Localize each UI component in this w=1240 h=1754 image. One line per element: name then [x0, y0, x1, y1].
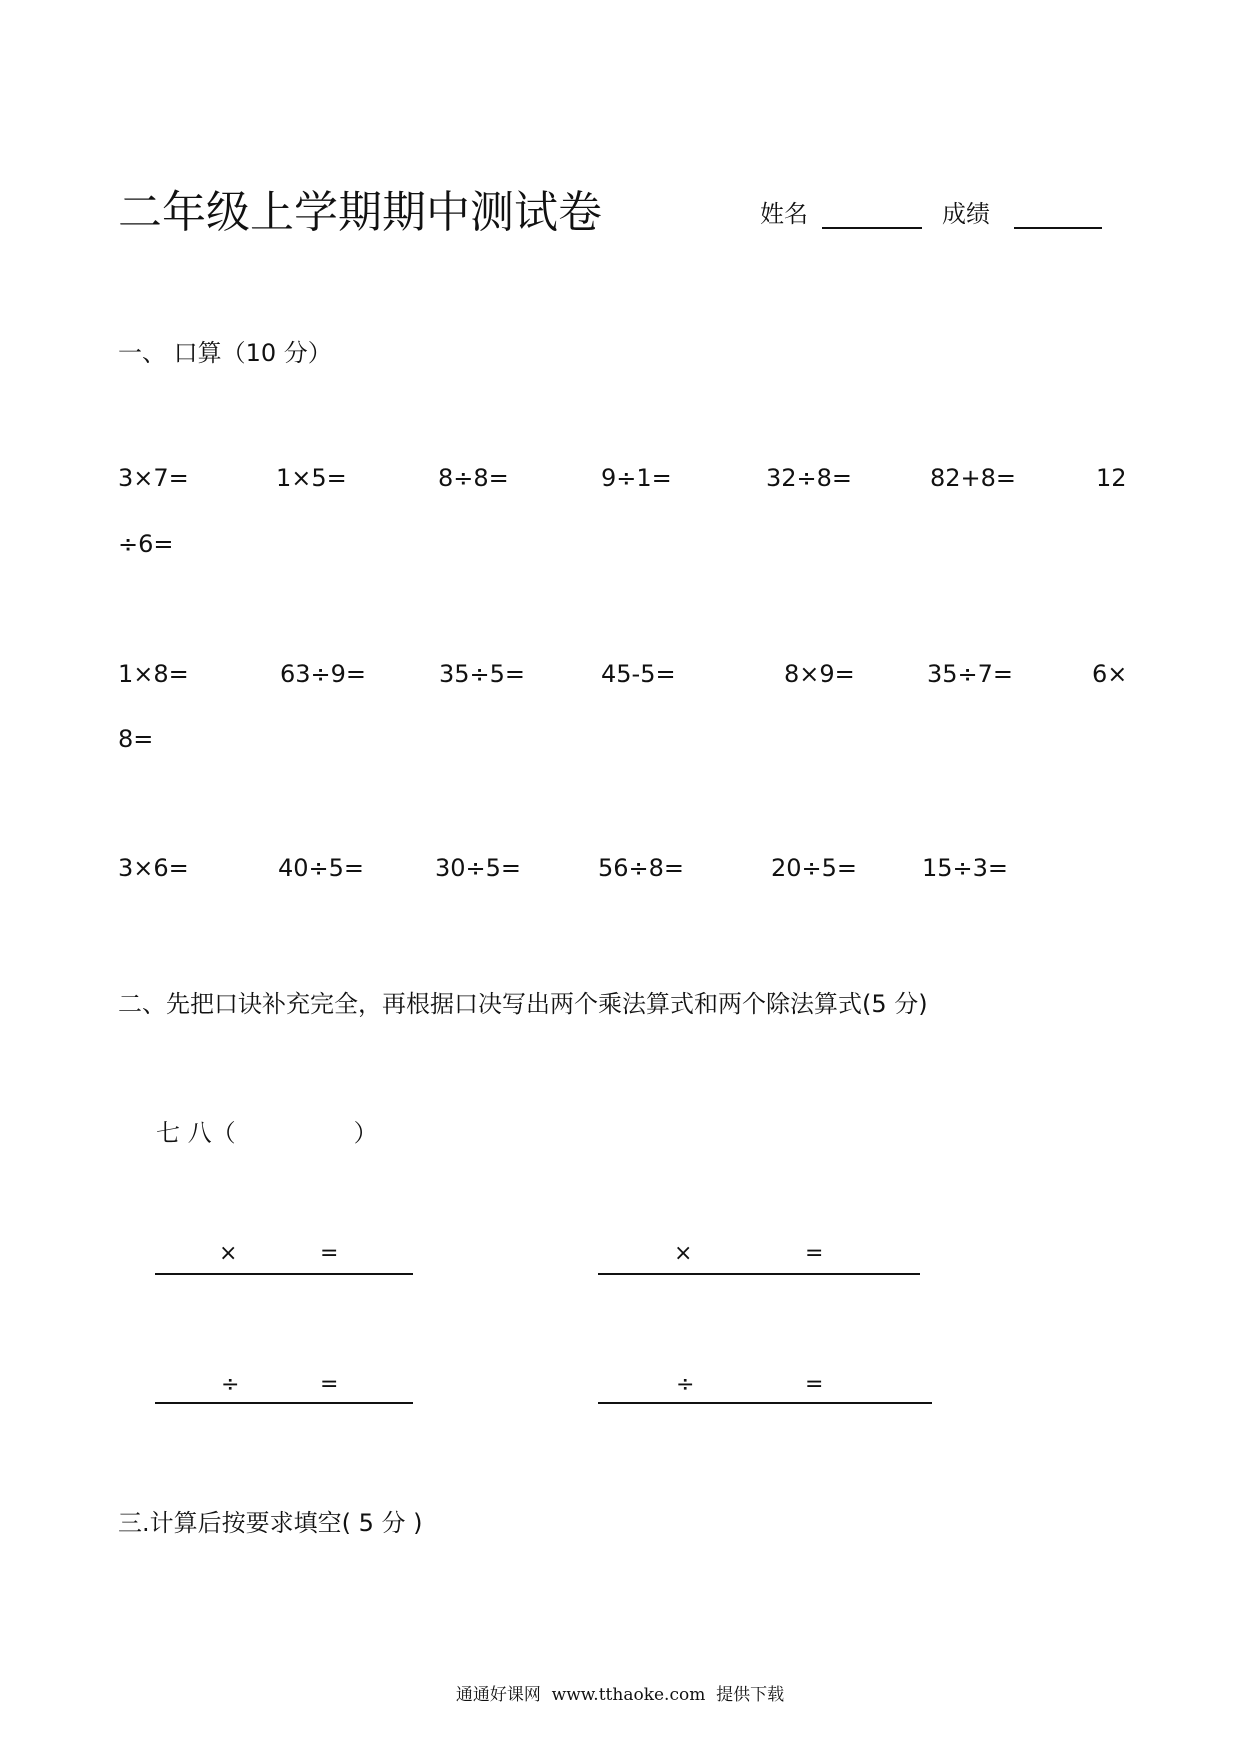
rhyme-suffix: ） [353, 1119, 378, 1147]
question-wrap: 8= [118, 725, 154, 753]
answer-underline [598, 1273, 920, 1275]
question: 45-5= [601, 660, 676, 688]
answer-underline [598, 1402, 932, 1404]
question: 6× [1092, 660, 1128, 688]
divide-sign: ÷ [676, 1372, 695, 1397]
page-title: 二年级上学期期中测试卷 [118, 187, 602, 238]
question: 63÷9= [280, 660, 367, 688]
section-1-heading: 一、 口算（10 分） [118, 339, 332, 367]
question-wrap: ÷6= [118, 530, 174, 558]
question: 12 [1096, 464, 1127, 492]
question: 82+8= [930, 464, 1017, 492]
answer-underline [155, 1273, 413, 1275]
section-2-heading: 二、先把口诀补充完全，再根据口决写出两个乘法算式和两个除法算式(5 分) [118, 990, 928, 1018]
answer-underline [155, 1402, 413, 1404]
name-blank[interactable] [822, 201, 922, 229]
rhyme-prefix: 七 八（ [156, 1119, 236, 1147]
score-blank[interactable] [1014, 201, 1102, 229]
question: 8÷8= [438, 464, 509, 492]
name-field [760, 194, 922, 229]
question: 1×5= [276, 464, 347, 492]
times-sign: × [219, 1241, 238, 1266]
times-sign: × [674, 1241, 693, 1266]
equals-sign: = [320, 1372, 339, 1397]
divide-sign: ÷ [221, 1372, 240, 1397]
question: 8×9= [784, 660, 855, 688]
equals-sign: = [320, 1241, 339, 1266]
footer-credit: 通通好课网 www.tthaoke.com 提供下载 [455, 1685, 785, 1705]
question: 20÷5= [771, 854, 858, 882]
question: 56÷8= [598, 854, 685, 882]
question: 1×8= [118, 660, 189, 688]
question: 35÷5= [439, 660, 526, 688]
question: 32÷8= [766, 464, 853, 492]
multiplication-rhyme [156, 1113, 378, 1148]
score-field [942, 194, 1102, 229]
question: 15÷3= [922, 854, 1009, 882]
name-label: 姓名 [760, 200, 808, 228]
question: 3×6= [118, 854, 189, 882]
question: 30÷5= [435, 854, 522, 882]
question: 35÷7= [927, 660, 1014, 688]
question: 9÷1= [601, 464, 672, 492]
equals-sign: = [805, 1241, 824, 1266]
section-3-heading: 三.计算后按要求填空( 5 分 ) [118, 1509, 423, 1537]
question: 40÷5= [278, 854, 365, 882]
question: 3×7= [118, 464, 189, 492]
equals-sign: = [805, 1372, 824, 1397]
score-label: 成绩 [942, 200, 990, 228]
